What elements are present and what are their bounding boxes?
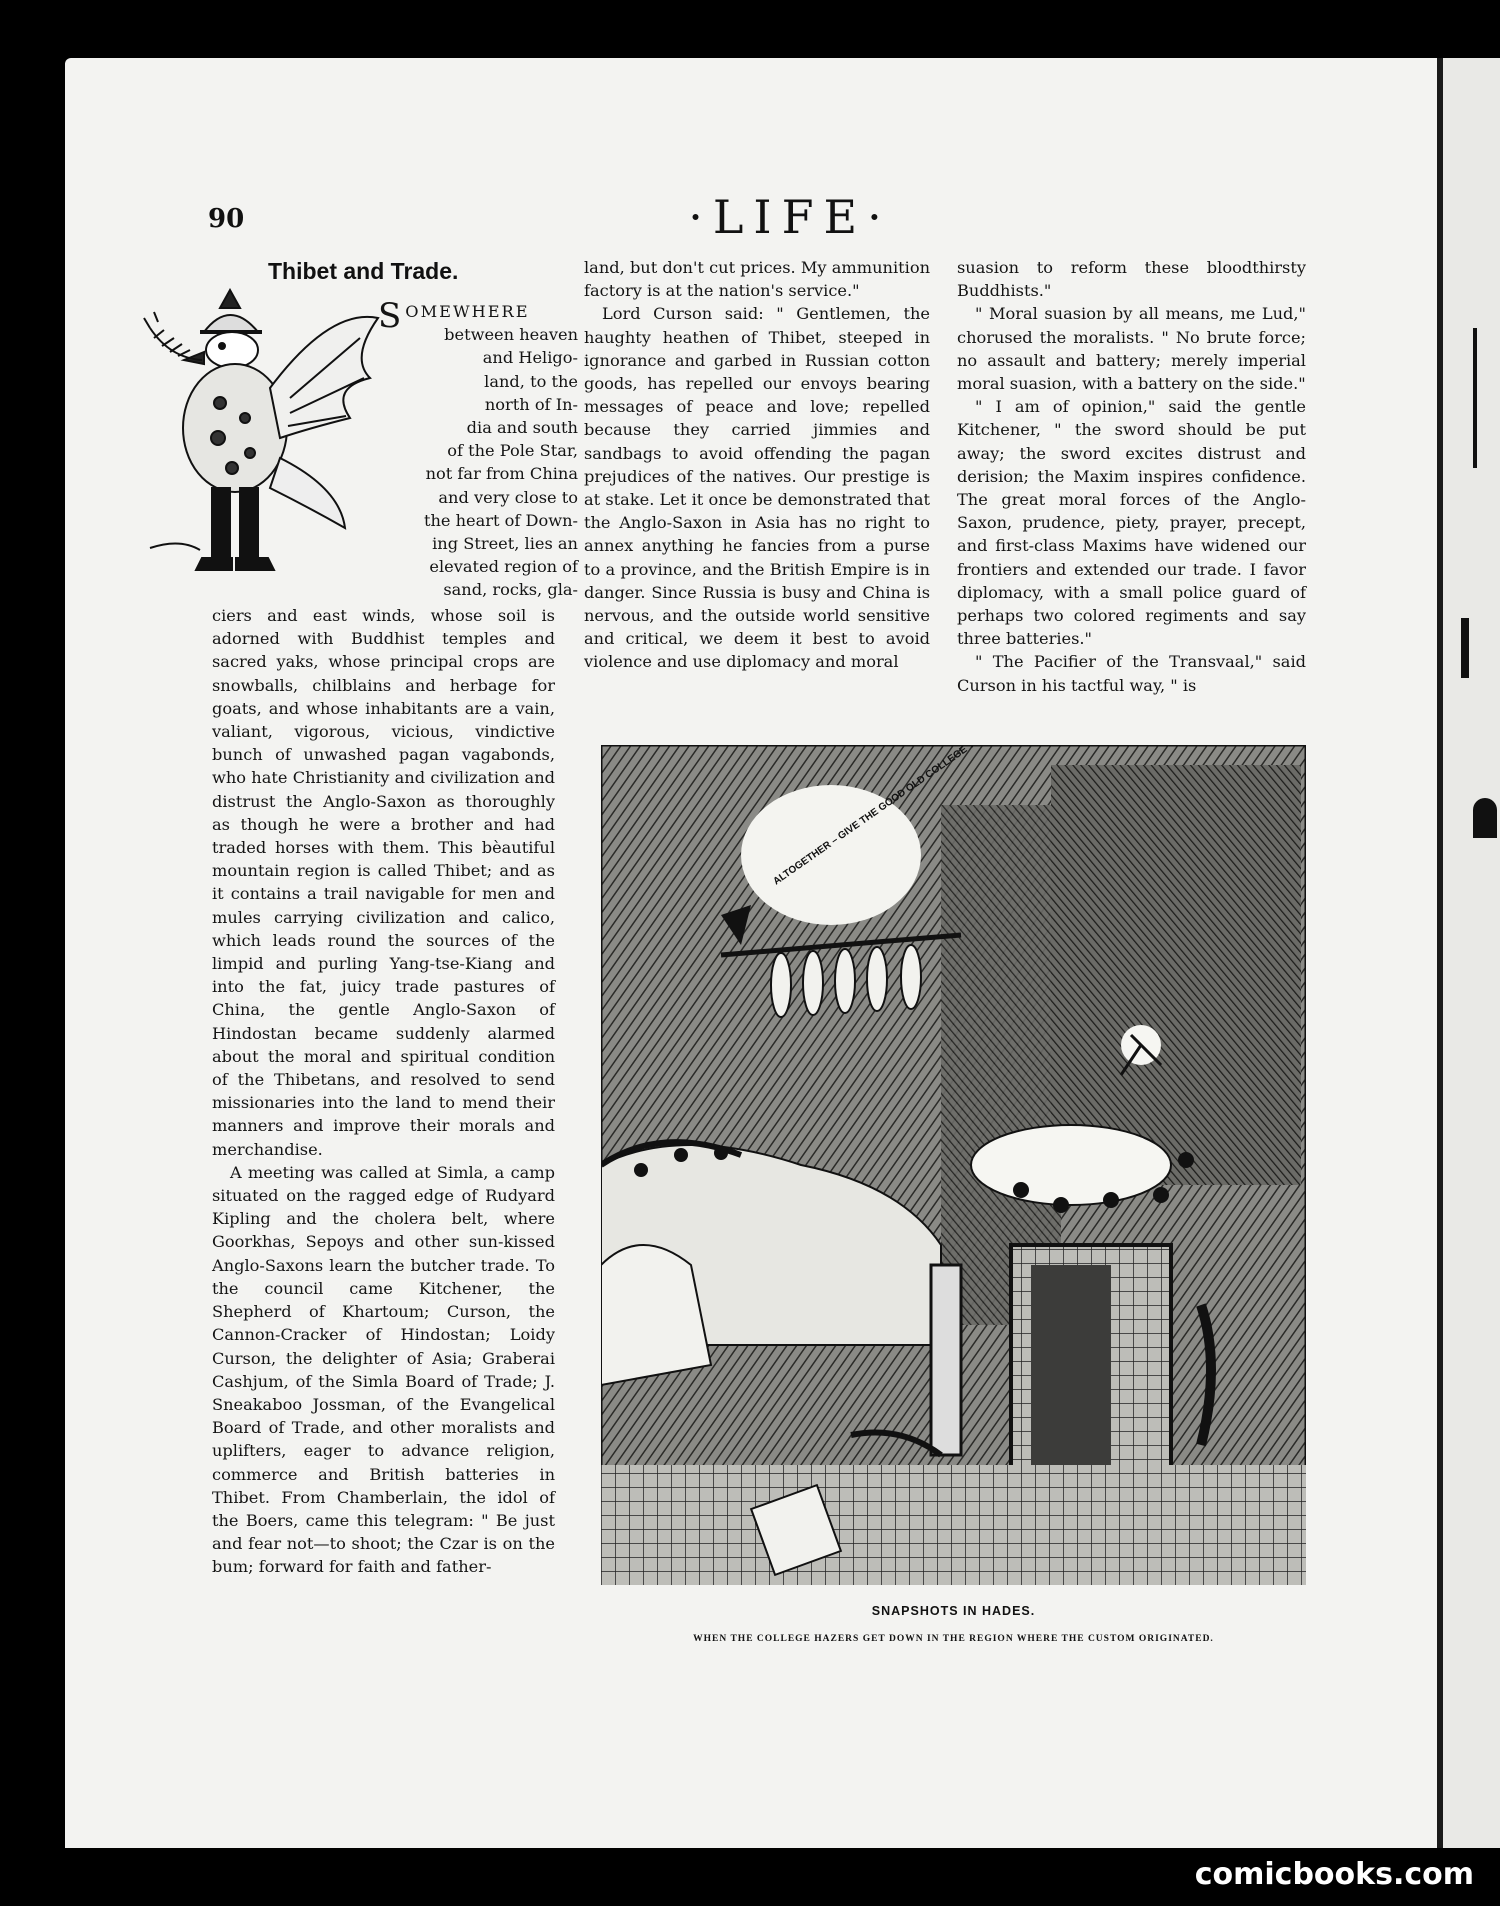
opening-line: of the Pole Star, — [447, 441, 578, 461]
article-paragraph: suasion to reform these bloodthirsty Buddhists." — [957, 258, 1306, 301]
masthead-title: ·LIFE· — [688, 190, 892, 244]
facing-page-sliver — [1443, 58, 1500, 1848]
opening-line: ing Street, lies an — [432, 534, 578, 554]
dove-illustration — [140, 288, 380, 608]
opening-line: not far from China — [425, 464, 578, 484]
article-column-3 — [957, 256, 1306, 697]
article-paragraph: A meeting was called at Simla, a camp situated on the ragged edge of Rudyard Kipling and the cholera belt, where Goorkhas, Sepoys and other sun-kissed Anglo-Saxons learn the butcher trade. To the council came Kitchener, the Shepherd of Khartoum; Curson, the Cannon-Cracker of Hindostan; Loidy Curson, the delighter of Asia; Graberai Cashjum, of the Simla Board of Trade; J. Sneakaboo Jossman, of the Evangelical Board of Trade, and other moralists and uplifters, eager to advance religion, commerce and British batteries in Thibet. From Chamberlain, the idol of the Boers, came this telegram: " Be just and fear not—to shoot; the Czar is on the bum; forward for faith and father- — [212, 1162, 555, 1577]
opening-line: and Heligo- — [482, 348, 578, 368]
opening-line: dia and south — [466, 418, 578, 438]
source-watermark: comicbooks.com — [1194, 1857, 1474, 1892]
page-number: 90 — [208, 204, 245, 234]
opening-line: elevated region of — [429, 557, 578, 577]
article-headline: Thibet and Trade. — [268, 258, 459, 284]
article-paragraph: " The Pacifier of the Transvaal," said Curson in his tactful way, " is — [957, 652, 1306, 695]
hades-banner-text: ALTOGETHER – GIVE THE GOOD OLD COLLEGE — [771, 745, 970, 888]
opening-line: between heaven — [444, 325, 578, 345]
opening-line: the heart of Down- — [423, 510, 578, 530]
hades-illustration — [601, 745, 1306, 1585]
article-paragraph: " Moral suasion by all means, me Lud," chorused the moralists. " No brute force; no assault and battery; merely imperial moral suasion, with a battery on the side." — [957, 304, 1306, 394]
illustration-caption-title: SNAPSHOTS IN HADES. — [871, 1604, 1036, 1618]
article-paragraph: land, but don't cut prices. My ammunition factory is at the nation's service." — [584, 258, 930, 301]
article-paragraph: " I am of opinion," said the gentle Kitchener, " the sword should be put away; the sword excites distrust and derision; the Maxim inspires confidence. The great moral forces of the Anglo-Saxon, prudence, piety, prayer, precept, and first-class Maxims have widened our frontiers and extended our trade. I favor diplomacy, with a small police guard of perhaps two colored regiments and say three batteries." — [957, 397, 1306, 649]
opening-line: OMEWHERE — [405, 302, 530, 321]
drop-cap-letter: S — [378, 296, 402, 336]
opening-line: sand, rocks, gla- — [443, 580, 578, 600]
opening-line: north of In- — [484, 394, 578, 414]
article-paragraph: Lord Curson said: " Gentlemen, the haughty heathen of Thibet, steeped in ignorance and garbed in Russian cotton goods, has repelled our envoys bearing messages of peace and love; repelled because they carried jimmies and sandbags to avoid offending the pagan prejudices of the natives. Our prestige is at stake. Let it once be demonstrated that the Anglo-Saxon in Asia has no right to annex anything he fancies from a purse to a province, and the British Empire is in danger. Since Russia is busy and China is nervous, and the outside world sensitive and critical, we deem it best to avoid violence and use diplomacy and moral — [584, 304, 930, 672]
illustration-caption-subtitle: WHEN THE COLLEGE HAZERS GET DOWN IN THE REGION WHERE THE CUSTOM ORIGINATED. — [693, 1634, 1214, 1644]
article-paragraph: ciers and east winds, whose soil is adorned with Buddhist temples and sacred yaks, whose principal crops are snowballs, chilblains and herbage for goats, and whose inhabitants are a vain, valiant, vigorous, vicious, vindictive bunch of unwashed pagan vagabonds, who hate Christianity and civilization and distrust the Anglo-Saxon as thoroughly as though he were a brother and had traded horses with them. This bèautiful mountain region is called Thibet; and as it contains a trail navigable for men and mules carrying civilization and calico, which leads round the sources of the limpid and purling Yang-tse-Kiang and into the fat, juicy trade pastures of China, the gentle Anglo-Saxon of Hindostan became suddenly alarmed about the moral and spiritual condition of the Thibetans, and resolved to send missionaries into the land to mend their manners and improve their morals and merchandise. — [212, 606, 555, 1159]
article-column-2 — [584, 256, 930, 674]
article-column-1 — [212, 604, 555, 1579]
opening-line: and very close to — [438, 487, 578, 507]
opening-line: land, to the — [484, 371, 578, 391]
article-opening-wrap — [378, 296, 578, 602]
wrapped-opening-lines — [378, 296, 578, 602]
